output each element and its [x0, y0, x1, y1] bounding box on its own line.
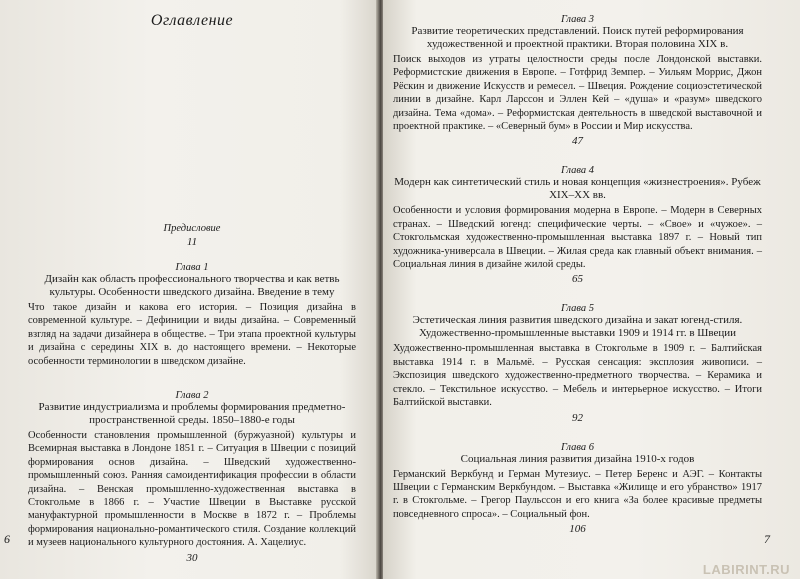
- chapter-page-number: 47: [572, 135, 583, 148]
- toc-entry-chapter-4: [393, 165, 762, 285]
- toc-entry-preface: [28, 223, 356, 248]
- chapter-title: Развитие теоретических представлений. Поиск путей реформирования художественной и проектной практики. Вторая половина XIX в.: [411, 25, 744, 50]
- chapter-summary: Особенности и условия формирования модерна в Европе. – Модерн в Северных странах. – Шведский югенд: специфические черты. – «Свое» и «чужое». – Стокгольмская художественно-промышленная выставка 1897 г. – Новый тип художника-универсала в Швеции. – Жилая среда как главный объект внимания. – Социальная линия в дизайне жилой среды.: [393, 205, 762, 271]
- chapter-label: Предисловие: [163, 223, 221, 234]
- chapter-summary: Что такое дизайн и какова его история. – Позиция дизайна в современной культуре. – Дефиниции и виды дизайна. – Современный взгляд на задачи дизайнера в обществе. – Три этапа проектной культуры и дизайна с середины XIX в. до настоящего времени. – Некоторые особенности терминологии в шведском дизайне.: [28, 302, 356, 367]
- page-number: 6: [4, 532, 10, 546]
- watermark: LABIRINT.RU: [702, 562, 790, 577]
- toc-entry-chapter-6: [393, 442, 762, 536]
- chapter-summary: Художественно-промышленная выставка в Стокгольме в 1909 г. – Балтийская выставка 1914 г. в Мальмё. – Русская сенсация: эксплозия живописи. – Экспозиция шведского художественно-предметного творчества. – Керамика и стекло. – Текстильное искусство. – Мебель и интерьерное искусство. – Итоги Балтийской выставки.: [393, 343, 762, 409]
- chapter-summary: Германский Веркбунд и Герман Мутезиус. – Петер Беренс и АЭГ. – Контакты Швеции с Германским Веркбундом. – Выставка «Жилище и его убранство» 1917 г. в Стокгольме. – Грегор Паульссон и его книга «За более красивые предметы повседневного спроса». – Социальный фон.: [393, 468, 762, 520]
- spacer: [28, 30, 356, 223]
- chapter-summary: Особенности становления промышленной (буржуазной) культуры и Всемирная выставка в Лондоне 1851 г. – Ситуация в Швеции с позиций формирования основ дизайна. – Шведский художественно-промышленный союз. Ранняя самоидентификация профессии в области дизайна. – Венская промышленно-художественная выставка в Стокгольме в 1866 г. – Участие Швеции в Выставке русской мануфактурной промышленности в Москве в 1872 г. – Проблемы формирования национально-романтического стиля. Создание коллекций и музеев национального культурного достояния. А. Хацелиус.: [28, 430, 356, 549]
- toc-entry-chapter-5: [393, 303, 762, 423]
- right-page: [383, 0, 800, 579]
- chapter-label: Глава 2: [175, 390, 209, 402]
- chapter-page-number: 65: [572, 273, 583, 286]
- chapter-title: Модерн как синтетический стиль и новая концепция «жизнестроения». Рубеж XIX–XX вв.: [394, 176, 761, 202]
- toc-entry-chapter-1: [28, 262, 356, 368]
- chapter-page-number: 106: [569, 523, 586, 536]
- chapter-label: Глава 4: [561, 165, 594, 177]
- chapter-label: Глава 6: [561, 441, 594, 453]
- left-page: [0, 0, 378, 579]
- chapter-title: Социальная линия развития дизайна 1910-х годов: [460, 452, 695, 465]
- page-number: 7: [764, 532, 770, 546]
- toc-title: Оглавление: [150, 12, 234, 29]
- toc-entry-chapter-3: [393, 14, 762, 147]
- toc-entry-chapter-2: [28, 390, 356, 564]
- chapter-title: Дизайн как область профессионального творчества и как ветвь культуры. Особенности шведского дизайна. Введение в тему: [44, 273, 340, 298]
- chapter-title: Развитие индустриализма и проблемы формирования предметно-пространственной среды. 1850–1880-е годы: [38, 401, 346, 427]
- chapter-label: Глава 1: [175, 262, 209, 273]
- chapter-label: Глава 3: [561, 14, 594, 25]
- chapter-page-number: 30: [186, 551, 198, 564]
- chapter-page-number: 92: [572, 411, 583, 424]
- chapter-summary: Поиск выходов из утраты целостности среды после Лондонской выставки. Реформистские движения в Европе. – Готфрид Земпер. – Уильям Моррис, Джон Рёскин и движение Искусств и ремесел. – Швеция. Рождение социоэстетической линии в дизайне. Карл Ларссон и Эллен Кей – «душа» и «разум» шведского дизайна. Тема «дома». – Реформистская деятельность в шведской выставочной и проектной практике. – «Северный бум» в России и Мир искусства.: [393, 54, 762, 133]
- chapter-title: Эстетическая линия развития шведского дизайна и закат югенд-стиля. Художественно-промышленные выставки 1909 и 1914 гг. в Швеции: [412, 314, 743, 340]
- chapter-label: Глава 5: [561, 303, 594, 315]
- chapter-page-number: 11: [186, 236, 198, 248]
